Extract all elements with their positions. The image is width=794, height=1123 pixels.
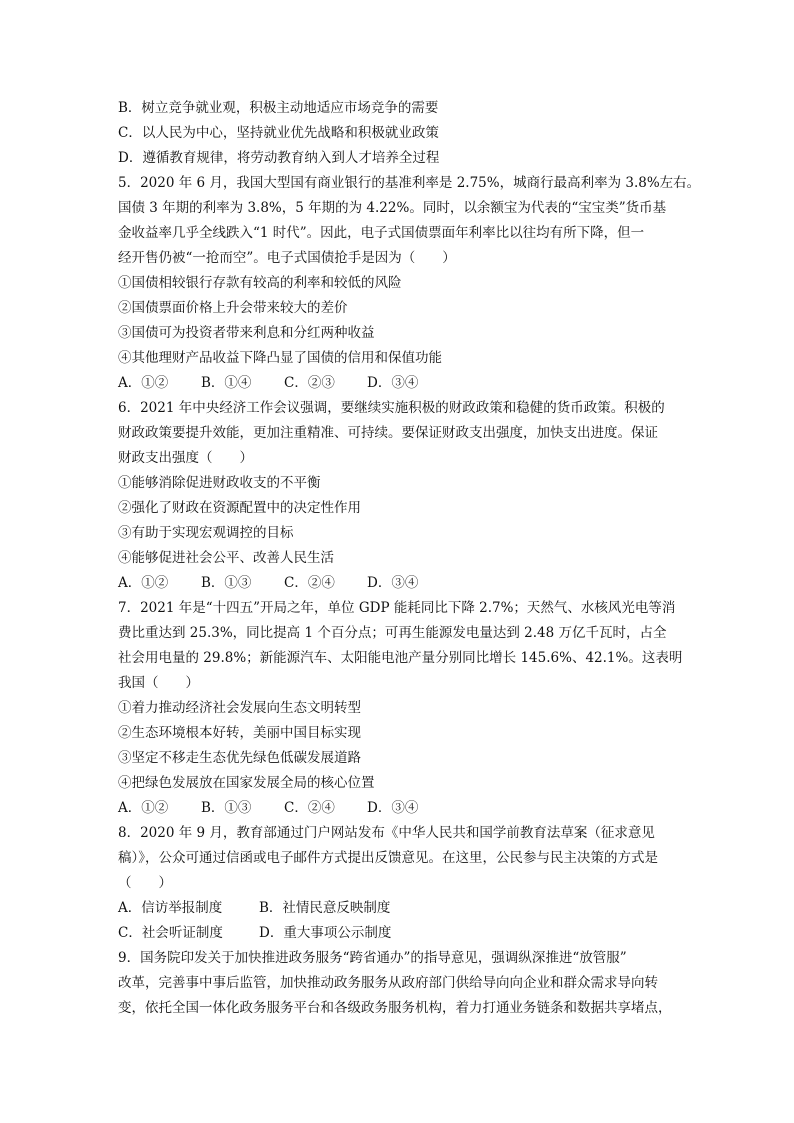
q5-choice-b: B．①④ — [201, 375, 252, 391]
exam-page — [118, 96, 701, 1021]
q8-choice-d: D．重大事项公示制度 — [259, 925, 392, 941]
q7-stem-line: 社会用电量的 29.8%；新能源汽车、太阳能电池产量分别同比增长 145.6%、42.1%。这表明 — [118, 650, 683, 666]
q7-item: ④把绿色发展放在国家发展全局的核心位置 — [118, 775, 375, 791]
question-7 — [118, 596, 683, 821]
q6-choice-c: C．②④ — [284, 575, 335, 591]
q4-option-b: B．树立竞争就业观，积极主动地适应市场竞争的需要 — [118, 100, 439, 116]
q6-item: ④能够促进社会公平、改善人民生活 — [118, 550, 334, 566]
q8-choices-row-1 — [118, 896, 680, 921]
question-6 — [118, 396, 680, 596]
q6-choices — [118, 571, 680, 596]
q7-choice-b: B．①③ — [201, 800, 252, 816]
q4-option-c: C．以人民为中心，坚持就业优先战略和积极就业政策 — [118, 125, 439, 141]
q6-choice-a: A．①② — [118, 575, 169, 591]
q9-stem-line: 改革，完善事中事后监管，加快推动政务服务从政府部门供给导向向企业和群众需求导向转 — [118, 975, 658, 991]
question-8 — [118, 821, 680, 946]
q5-item: ②国债票面价格上升会带来较大的差价 — [118, 300, 348, 316]
q7-stem-line: 我国（ ） — [118, 675, 199, 691]
q5-choice-c: C．②③ — [284, 375, 335, 391]
q4-option-d: D．遵循教育规律，将劳动教育纳入到人才培养全过程 — [118, 150, 440, 166]
q7-item: ②生态环境根本好转，美丽中国目标实现 — [118, 725, 361, 741]
q8-choice-b: B．社情民意反映制度 — [259, 900, 391, 916]
q5-stem-line: 经开售仍被“一抢而空”。电子式国债抢手是因为（ ） — [118, 250, 456, 266]
q5-item: ①国债相较银行存款有较高的利率和较低的风险 — [118, 275, 402, 291]
q6-item: ①能够消除促进财政收支的不平衡 — [118, 475, 321, 491]
q8-choices-row-2 — [118, 921, 680, 946]
q6-choice-b: B．①③ — [201, 575, 252, 591]
q5-stem-line: 5．2020 年 6 月，我国大型国有商业银行的基准利率是 2.75%，城商行最高利率为 3.8%左右。 — [118, 175, 701, 191]
q5-stem-line: 国债 3 年期的利率为 3.8%，5 年期的为 4.22%。同时，以余额宝为代表的“宝宝类”货币基 — [118, 200, 667, 216]
q6-choice-d: D．③④ — [367, 575, 419, 591]
q5-choice-d: D．③④ — [367, 375, 419, 391]
q7-stem-line: 7．2021 年是“十四五”开局之年，单位 GDP 能耗同比下降 2.7%；天然气、水核风光电等消 — [118, 600, 676, 616]
question-9 — [118, 946, 680, 1021]
q6-item: ③有助于实现宏观调控的目标 — [118, 525, 294, 541]
q5-choices — [118, 371, 680, 396]
q8-stem-line: 稿）》，公众可通过信函或电子邮件方式提出反馈意见。在这里，公民参与民主决策的方式是 — [118, 850, 658, 866]
question-4-tail — [118, 96, 680, 171]
q8-stem-line: （ ） — [118, 875, 172, 891]
q7-choice-a: A．①② — [118, 800, 169, 816]
q9-stem-line: 变，依托全国一体化政务服务平台和各级政务服务机构，着力打通业务链条和数据共享堵点， — [118, 1000, 672, 1016]
question-5 — [118, 171, 701, 396]
q6-stem-line: 财政政策要提升效能，更加注重精准、可持续。要保证财政支出强度，加快支出进度。保证 — [118, 425, 658, 441]
q7-choice-c: C．②④ — [284, 800, 335, 816]
q8-choice-a: A．信访举报制度 — [118, 900, 223, 916]
q5-choice-a: A．①② — [118, 375, 169, 391]
q8-choice-c: C．社会听证制度 — [118, 925, 223, 941]
q6-stem-line: 6．2021 年中央经济工作会议强调，要继续实施积极的财政政策和稳健的货币政策。积极的 — [118, 400, 665, 416]
q9-stem-line: 9．国务院印发关于加快推进政务服务“跨省通办”的指导意见，强调纵深推进“放管服” — [118, 950, 627, 966]
q7-choices — [118, 796, 680, 821]
q7-item: ①着力推动经济社会发展向生态文明转型 — [118, 700, 361, 716]
q7-item: ③坚定不移走生态优先绿色低碳发展道路 — [118, 750, 361, 766]
q5-item: ④其他理财产品收益下降凸显了国债的信用和保值功能 — [118, 350, 442, 366]
q7-choice-d: D．③④ — [367, 800, 419, 816]
q5-item: ③国债可为投资者带来利息和分红两种收益 — [118, 325, 375, 341]
q6-stem-line: 财政支出强度（ ） — [118, 450, 253, 466]
q7-stem-line: 费比重达到 25.3%，同比提高 1 个百分点；可再生能源发电量达到 2.48 万亿千瓦时，占全 — [118, 625, 667, 641]
q6-item: ②强化了财政在资源配置中的决定性作用 — [118, 500, 361, 516]
q5-stem-line: 金收益率几乎全线跌入“1 时代”。因此，电子式国债票面年利率比以往均有所下降，但一 — [118, 225, 645, 241]
q8-stem-line: 8．2020 年 9 月，教育部通过门户网站发布《中华人民共和国学前教育法草案（征求意见 — [118, 825, 655, 841]
